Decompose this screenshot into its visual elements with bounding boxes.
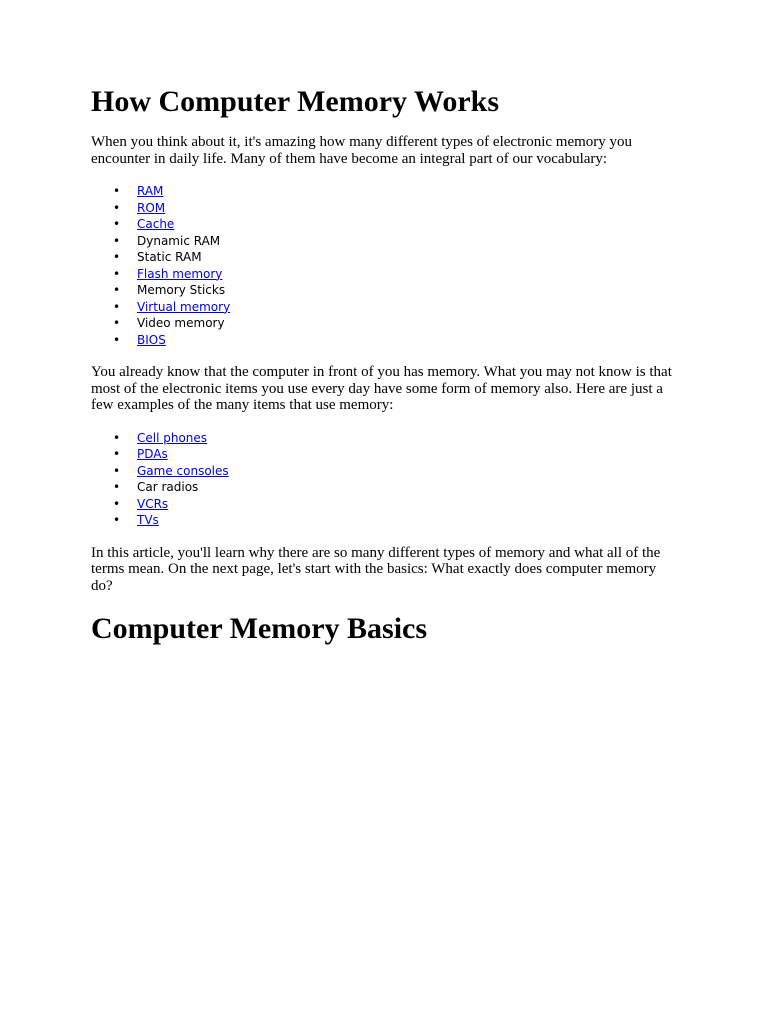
memory-type-label: Static RAM — [137, 250, 202, 264]
bullet-icon: • — [113, 233, 121, 248]
memory-type-item[interactable] — [91, 299, 681, 316]
bullet-icon: • — [113, 217, 121, 231]
memory-type-label: Memory Sticks — [137, 283, 226, 297]
bullet-icon: • — [113, 299, 121, 314]
memory-type-item — [91, 233, 681, 250]
section-heading: Computer Memory Basics — [91, 612, 428, 645]
outro-paragraph: In this article, you'll learn why there are so many different types of memory and what all of the terms mean. On the next page, let's start with the basics: What exactly does computer memory do? — [91, 544, 661, 594]
device-link[interactable]: VCRs — [137, 496, 169, 511]
article — [91, 84, 681, 647]
device-item[interactable] — [91, 430, 681, 447]
memory-type-label: Dynamic RAM — [137, 233, 221, 248]
device-link[interactable]: TVs — [137, 513, 159, 527]
device-link[interactable]: PDAs — [137, 447, 168, 461]
device-item[interactable] — [91, 446, 681, 463]
device-item[interactable] — [91, 512, 681, 529]
memory-type-link[interactable]: Virtual memory — [137, 299, 231, 314]
devices-list — [91, 430, 681, 529]
bullet-icon: • — [113, 513, 121, 527]
memory-types-list — [91, 183, 681, 348]
bullet-icon: • — [113, 266, 121, 281]
memory-type-item[interactable] — [91, 216, 681, 233]
bullet-icon: • — [113, 332, 121, 347]
memory-type-item[interactable] — [91, 332, 681, 349]
bullet-icon: • — [113, 496, 121, 511]
intro-paragraph: When you think about it, it's amazing how many different types of electronic memory you encounter in daily life. Many of them have become an integral part of our vocabulary: — [91, 134, 633, 167]
bullet-icon: • — [113, 463, 121, 478]
memory-type-item — [91, 282, 681, 299]
bullet-icon: • — [113, 184, 121, 198]
device-item — [91, 479, 681, 496]
examples-paragraph: You already know that the computer in front of you has memory. What you may not know is that most of the electronic items you use every day have some form of memory also. Here are just a few examples of the many items that use memory: — [91, 364, 672, 413]
memory-type-item[interactable] — [91, 266, 681, 283]
bullet-icon: • — [113, 283, 121, 297]
memory-type-item — [91, 249, 681, 266]
memory-type-label: Video memory — [137, 316, 225, 330]
memory-type-link[interactable]: Flash memory — [137, 266, 223, 281]
memory-type-link[interactable]: ROM — [137, 200, 166, 215]
memory-type-item[interactable] — [91, 183, 681, 200]
memory-type-link[interactable]: Cache — [137, 217, 175, 231]
bullet-icon: • — [113, 447, 121, 461]
bullet-icon: • — [113, 430, 121, 445]
bullet-icon: • — [113, 316, 121, 330]
memory-type-link[interactable]: BIOS — [137, 332, 166, 347]
memory-type-item — [91, 315, 681, 332]
bullet-icon: • — [113, 480, 121, 494]
device-link[interactable]: Game consoles — [137, 463, 229, 478]
memory-type-item[interactable] — [91, 200, 681, 217]
device-item[interactable] — [91, 496, 681, 513]
device-item[interactable] — [91, 463, 681, 480]
bullet-icon: • — [113, 250, 121, 264]
page-title: How Computer Memory Works — [91, 85, 500, 118]
device-link[interactable]: Cell phones — [137, 430, 208, 445]
device-label: Car radios — [137, 480, 199, 494]
bullet-icon: • — [113, 200, 121, 215]
memory-type-link[interactable]: RAM — [137, 184, 164, 198]
